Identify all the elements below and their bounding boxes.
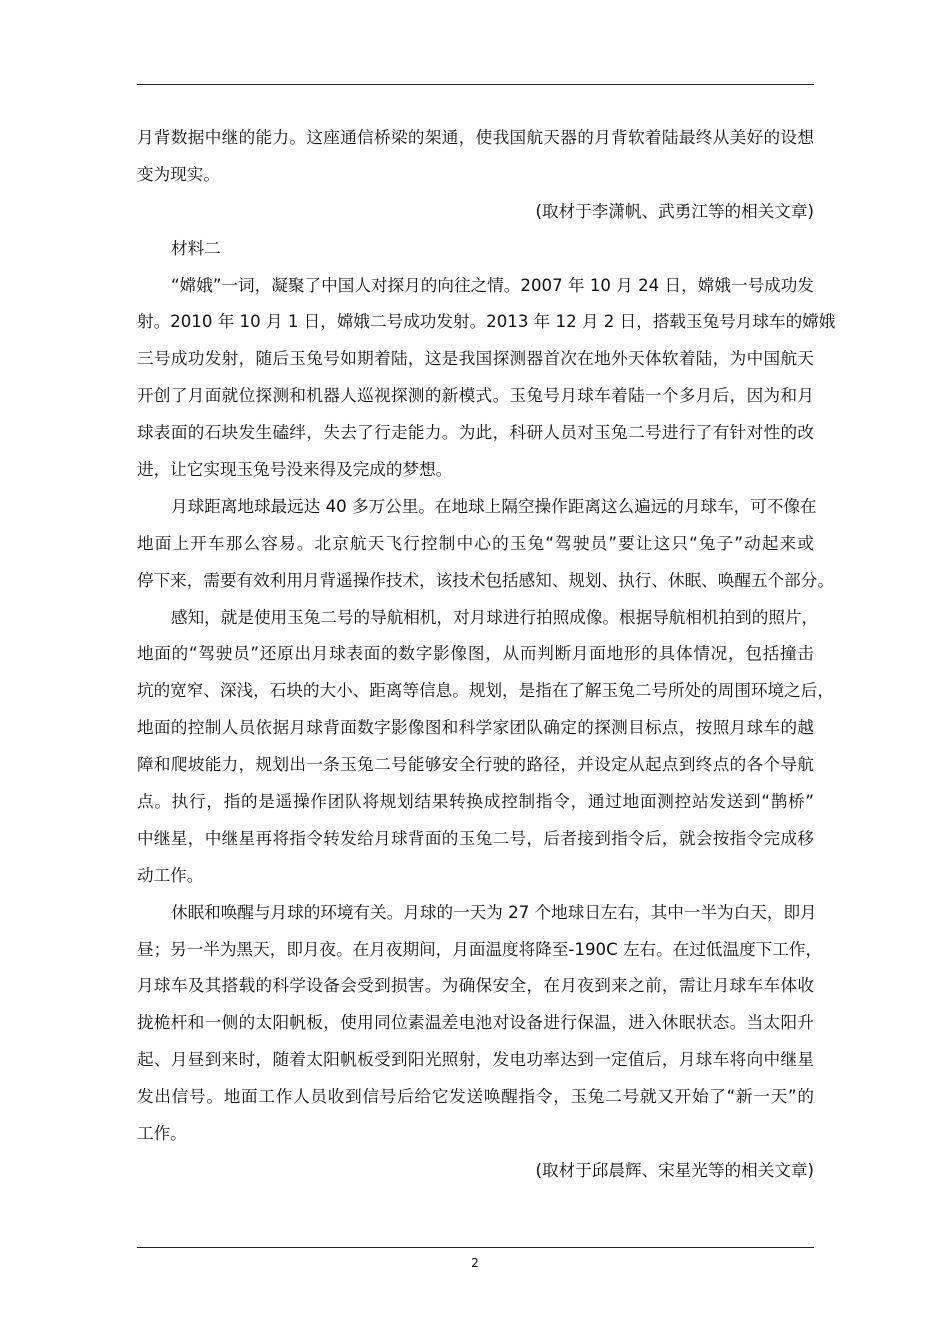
text-line: 坑的宽窄、深浅，石块的大小、距离等信息。规划，是指在了解玉兔二号所处的周围环境之后，: [137, 681, 834, 701]
text-line: 进，让它实现玉兔号没来得及完成的梦想。: [137, 460, 453, 480]
text-line: 昼；另一半为黑天，即月夜。在月夜期间，月面温度将降至-190C 左右。在过低温度下工作，: [137, 939, 823, 959]
source-citation: [137, 194, 814, 231]
text-line: 停下来，需要有效利用月背遥操作技术，该技术包括感知、规划、执行、休眠、唤醒五个部分。: [137, 570, 834, 590]
paragraph: [137, 489, 834, 600]
text-line: 中继星，中继星再将指令转发给月球背面的玉兔二号，后者接到指令后，就会按指令完成移: [137, 828, 814, 848]
source-citation: [137, 1153, 814, 1190]
text-line: 发出信号。地面工作人员收到信号后给它发送唤醒指令，玉兔二号就又开始了“新一天”的: [137, 1087, 814, 1107]
text-line: “嫦娥”一词，凝聚了中国人对探月的向往之情。2007 年 10 月 24 日，嫦娥一号成功发: [171, 275, 814, 295]
text-line: 地面上开车那么容易。北京航天飞行控制中心的玉兔“驾驶员”要让这只“兔子”动起来或: [137, 533, 814, 553]
text-line: 工作。: [137, 1124, 187, 1144]
paragraph: [137, 120, 814, 194]
text-line: 球表面的石块发生磕绊，失去了行走能力。为此，科研人员对玉兔二号进行了有针对性的改: [137, 423, 814, 443]
text-line: 月球距离地球最远达 40 多万公里。在地球上隔空操作距离这么遍远的月球车，可不像在: [171, 496, 817, 516]
document-body: [137, 120, 836, 1190]
text-line: 动工作。: [137, 865, 204, 885]
text-line: 障和爬坡能力，规划出一条玉兔二号能够安全行驶的路径，并设定从起点到终点的各个导航: [137, 755, 814, 775]
text-line: (取材于李潇帆、武勇江等的相关文章): [535, 201, 814, 221]
text-line: 地面的控制人员依据月球背面数字影像图和科学家团队确定的探测目标点，按照月球车的越: [137, 718, 814, 738]
text-line: 射。2010 年 10 月 1 日，嫦娥二号成功发射。2013 年 12 月 2 日，搭载玉兔号月球车的嫦娥: [137, 312, 836, 332]
text-line: 开创了月面就位探测和机器人巡视探测的新模式。玉兔号月球车着陆一个多月后，因为和月: [137, 386, 814, 406]
text-line: 点。执行，指的是遥操作团队将规划结果转换成控制指令，通过地面测控站发送到“鹊桥”: [137, 792, 814, 812]
header-rule: [137, 84, 814, 85]
section-heading: [137, 231, 814, 268]
text-line: 变为现实。: [137, 164, 220, 184]
text-line: 拢桅杆和一侧的太阳帆板，使用同位素温差电池对设备进行保温，进入休眠状态。当太阳升: [137, 1013, 814, 1033]
text-line: 月背数据中继的能力。这座通信桥梁的架通，使我国航天器的月背软着陆最终从美好的设想: [137, 128, 814, 147]
text-line: 休眠和唤醒与月球的环境有关。月球的一天为 27 个地球日左右，其中一半为白天，即月: [171, 902, 817, 922]
text-line: 三号成功发射，随后玉兔号如期着陆，这是我国探测器首次在地外天体软着陆，为中国航天: [137, 349, 814, 369]
paragraph: [137, 600, 834, 895]
text-line: 感知，就是使用玉兔二号的导航相机，对月球进行拍照成像。根据导航相机拍到的照片，: [171, 607, 819, 627]
page-number: 2: [471, 1256, 479, 1270]
footer-rule: [137, 1247, 814, 1248]
text-line: 地面的“驾驶员”还原出月球表面的数字影像图，从而判断月面地形的具体情况，包括撞击: [137, 644, 814, 664]
text-line: (取材于邱晨辉、宋星光等的相关文章): [535, 1160, 814, 1180]
paragraph: [137, 895, 823, 1153]
text-line: 材料二: [171, 238, 221, 258]
paragraph: [137, 268, 836, 489]
text-line: 起、月昼到来时，随着太阳帆板受到阳光照射，发电功率达到一定值后，月球车将向中继星: [137, 1050, 814, 1070]
text-line: 月球车及其搭载的科学设备会受到损害。为确保安全，在月夜到来之前，需让月球车车体收: [137, 976, 814, 996]
